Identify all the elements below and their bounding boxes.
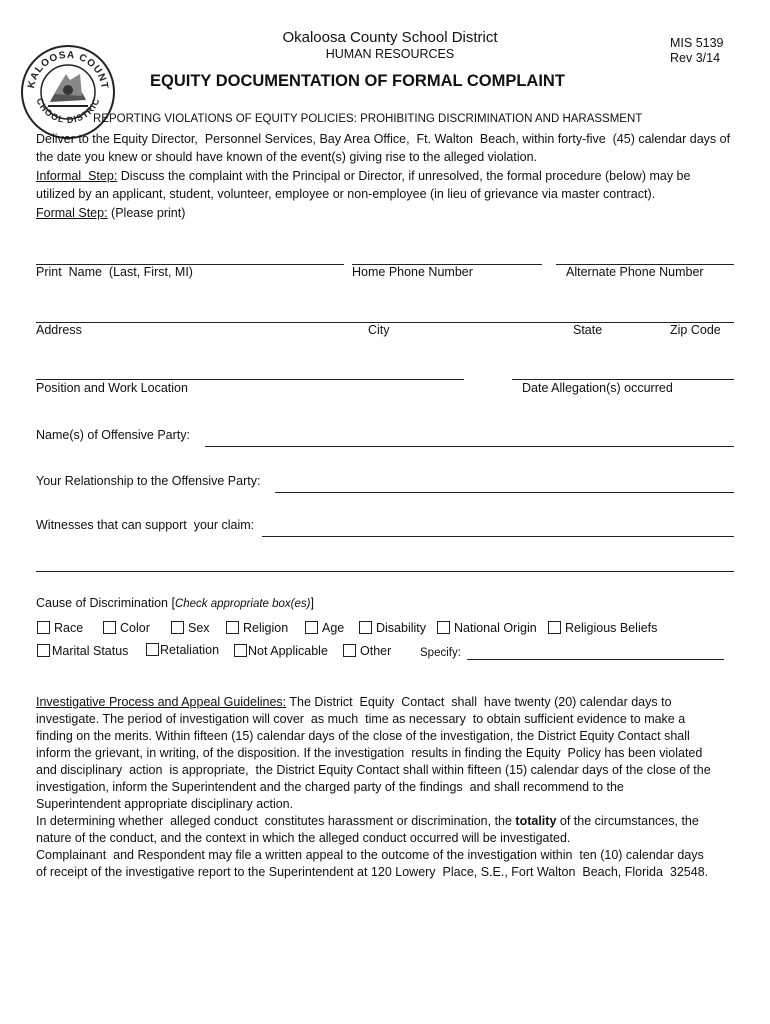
- retaliation-checkbox[interactable]: [146, 643, 159, 656]
- city-label: City: [368, 323, 390, 337]
- home-phone-label: Home Phone Number: [352, 265, 473, 279]
- deliver-instructions-line1: Deliver to the Equity Director, Personnel Services, Bay Area Office, Ft. Walton Beach, within forty-five (45) calendar days of: [36, 132, 731, 146]
- relationship-line[interactable]: [275, 492, 734, 493]
- specify-line[interactable]: [467, 659, 724, 660]
- religious-beliefs-checkbox[interactable]: [548, 621, 561, 634]
- form-title: EQUITY DOCUMENTATION OF FORMAL COMPLAINT: [150, 72, 565, 90]
- svg-text:OKALOOSA COUNTY: KALOOSA COUNT: [26, 49, 110, 91]
- retaliation-label: Retaliation: [160, 643, 220, 657]
- age-checkbox[interactable]: [305, 621, 318, 634]
- alternate-phone-label: Alternate Phone Number: [566, 265, 704, 279]
- guidelines-section: Investigative Process and Appeal Guidelines: The District Equity Contact shall have twenty (20) calendar days to investigate. The period of investigation will cover as much time as necessary to obtain sufficient evidence to make a finding on the merits. Within fifteen (15) calendar days of the close of the investigation, the District Equity Contact shall inform the grievant, in writing, of the disposition. If the investigation results in finding the Equity Policy has been violated and disciplinary action is appropriate, the District Equity Contact shall within fifteen (15) calendar days of the close of the investigation, inform the Superintendent and the charged party of the findings and shall recommend to the Superintendent appropriate disciplinary action. In determining whether alleged conduct constitutes harassment or discrimination, the totality of the circumstances, the nature of the conduct, and the context in which the alleged conduct occurred will be investigated. Complainant and Respondent may file a written appeal to the outcome of the investigation within ten (10) calendar days of receipt of the investigative report to the Superintendent at 120 Lowery Place, S.E., Fort Walton Beach, Florida 32548.: [36, 694, 736, 881]
- color-label: Color: [120, 621, 150, 635]
- district-name: Okaloosa County School District: [282, 29, 498, 46]
- religion-checkbox[interactable]: [226, 621, 239, 634]
- address-label: Address: [36, 323, 82, 337]
- form-revision: Rev 3/14: [670, 51, 721, 65]
- offensive-party-line[interactable]: [205, 446, 734, 447]
- date-allegation-line[interactable]: [512, 379, 734, 380]
- informal-step: [36, 169, 690, 183]
- district-seal: [20, 44, 116, 140]
- national-origin-label: National Origin: [454, 621, 537, 635]
- formal-step-label: Formal Step:: [36, 206, 108, 220]
- form-number: MIS 5139: [670, 36, 724, 50]
- witnesses-line[interactable]: [262, 536, 734, 537]
- specify-label: Specify:: [420, 647, 461, 659]
- national-origin-checkbox[interactable]: [437, 621, 450, 634]
- formal-step-text: (Please print): [107, 206, 186, 220]
- position-line[interactable]: [36, 379, 464, 380]
- informal-step-text: Discuss the complaint with the Principal or Director, if unresolved, the formal procedure (below) may be: [117, 169, 691, 183]
- other-label: Other: [360, 644, 392, 658]
- not-applicable-label: Not Applicable: [248, 644, 328, 658]
- disability-checkbox[interactable]: [359, 621, 372, 634]
- marital-status-checkbox[interactable]: [37, 644, 50, 657]
- informal-step-label: Informal Step:: [36, 169, 118, 183]
- cause-label: Cause of Discrimination [Check appropriate box(es)]: [36, 596, 314, 610]
- totality-paragraph: In determining whether alleged conduct constitutes harassment or discrimination, the totality of the circumstances, the: [36, 814, 699, 828]
- religious-beliefs-label: Religious Beliefs: [565, 621, 658, 635]
- print-name-label: Print Name (Last, First, MI): [36, 265, 193, 279]
- form-subtitle: REPORTING VIOLATIONS OF EQUITY POLICIES: PROHIBITING DISCRIMINATION AND HARASSMENT: [93, 113, 643, 125]
- sex-label: Sex: [188, 621, 210, 635]
- position-label: Position and Work Location: [36, 381, 188, 395]
- formal-step: [36, 206, 185, 220]
- religion-label: Religion: [243, 621, 289, 635]
- deliver-instructions-line2: the date you knew or should have known of the event(s) giving rise to the alleged violation.: [36, 150, 538, 164]
- age-label: Age: [322, 621, 345, 635]
- witnesses-label: Witnesses that can support your claim:: [36, 518, 255, 532]
- offensive-party-label: Name(s) of Offensive Party:: [36, 428, 190, 442]
- appeal-paragraph: Complainant and Respondent may file a written appeal to the outcome of the investigation within ten (10) calendar days: [36, 848, 704, 862]
- sex-checkbox[interactable]: [171, 621, 184, 634]
- other-checkbox[interactable]: [343, 644, 356, 657]
- disability-label: Disability: [376, 621, 427, 635]
- race-label: Race: [54, 621, 84, 635]
- state-label: State: [573, 323, 603, 337]
- department-name: HUMAN RESOURCES: [325, 47, 455, 61]
- svg-text:SCHOOL DISTRICT: CHOOL DISTRIC: [34, 96, 102, 126]
- witnesses-line-2[interactable]: [36, 571, 734, 572]
- guidelines-heading: Investigative Process and Appeal Guidelines:: [36, 695, 287, 709]
- not-applicable-checkbox[interactable]: [234, 644, 247, 657]
- informal-step-line2: utilized by an applicant, student, volunteer, employee or non-employee (in lieu of grievance via master contract).: [36, 187, 656, 201]
- color-checkbox[interactable]: [103, 621, 116, 634]
- marital-status-label: Marital Status: [52, 644, 129, 658]
- race-checkbox[interactable]: [37, 621, 50, 634]
- relationship-label: Your Relationship to the Offensive Party:: [36, 474, 261, 488]
- date-allegation-label: Date Allegation(s) occurred: [522, 381, 673, 395]
- zip-code-label: Zip Code: [670, 323, 721, 337]
